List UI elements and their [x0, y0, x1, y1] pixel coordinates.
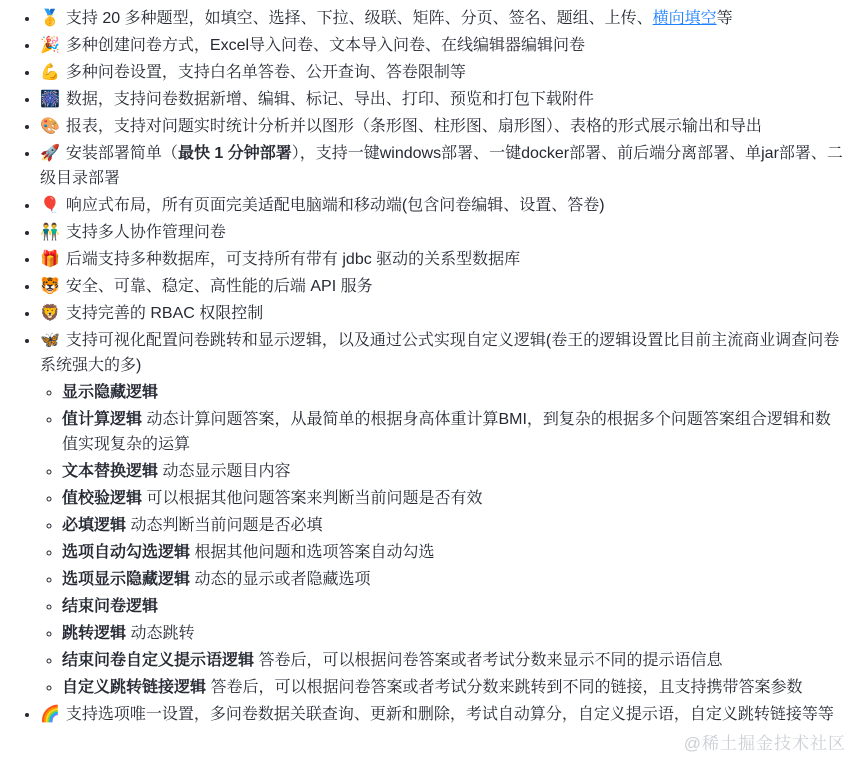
text-segment: 数据，支持问卷数据新增、编辑、标记、导出、打印、预览和打包下载附件 [65, 91, 594, 108]
text-segment: 支持 20 多种题型，如填空、选择、下拉、级联、矩阵、分页、签名、题组、上传、 [65, 10, 653, 27]
inline-link[interactable]: 横向填空 [652, 10, 717, 27]
text-segment: 支持选项唯一设置，多问卷数据关联查询、更新和删除，考试自动算分，自定义提示语，自定义跳转链接等等 [65, 706, 834, 723]
text-segment: 支持完善的 RBAC 权限控制 [65, 305, 264, 322]
logic-item [62, 567, 843, 592]
text-segment: 必填逻辑 [62, 517, 127, 534]
text-segment: 跳转逻辑 [62, 625, 127, 642]
text-segment: 根据其他问题和选项答案自动勾选 [190, 544, 435, 561]
text-segment: 值计算逻辑 [62, 411, 143, 428]
text-segment: 多种创建问卷方式，Excel导入问卷、文本导入问卷、在线编辑器编辑问卷 [65, 37, 586, 54]
text-segment: 等 [716, 10, 733, 27]
feature-item [40, 141, 843, 191]
text-segment: 支持多人协作管理问卷 [65, 224, 226, 241]
text-segment: 安全、可靠、稳定、高性能的后端 API 服务 [65, 278, 373, 295]
artist-palette-icon: 🎨 [40, 118, 60, 135]
feature-item [40, 220, 843, 245]
text-segment: 动态计算问题答案，从最简单的根据身高体重计算BMI，到复杂的根据多个问题答案组合逻辑和数值实现复杂的运算 [62, 411, 831, 453]
text-segment: 报表，支持对问题实时统计分析并以图形（条形图、柱形图、扇形图）、表格的形式展示输出和导出 [65, 118, 762, 135]
rocket-icon: 🚀 [40, 145, 60, 162]
text-segment: 选项自动勾选逻辑 [62, 544, 191, 561]
text-segment: 值校验逻辑 [62, 490, 143, 507]
text-segment: 安装部署简单（ [65, 145, 178, 162]
text-segment: 动态判断当前问题是否必填 [126, 517, 323, 534]
logic-item [62, 594, 843, 619]
feature-item [40, 193, 843, 218]
feature-item [40, 60, 843, 85]
text-segment: 动态的显示或者隐藏选项 [190, 571, 371, 588]
text-segment: 答卷后，可以根据问卷答案或者考试分数来跳转到不同的链接，且支持携带答案参数 [206, 679, 803, 696]
text-segment: 动态跳转 [126, 625, 195, 642]
text-segment: 支持可视化配置问卷跳转和显示逻辑，以及通过公式实现自定义逻辑(卷王的逻辑设置比目前主流商业调查问卷系统强大的多) [40, 332, 840, 374]
feature-item [40, 33, 843, 58]
logic-item [62, 675, 843, 700]
feature-item [40, 114, 843, 139]
text-segment: 可以根据其他问题答案来判断当前问题是否有效 [142, 490, 483, 507]
rainbow-icon: 🌈 [40, 706, 60, 723]
butterfly-icon: 🦋 [40, 332, 60, 349]
text-segment: 结束问卷自定义提示语逻辑 [62, 652, 255, 669]
text-segment: 选项显示隐藏逻辑 [62, 571, 191, 588]
logic-item [62, 459, 843, 484]
text-segment: 结束问卷逻辑 [62, 598, 159, 615]
logic-item [62, 648, 843, 673]
watermark: @稀土掘金技术社区 [683, 734, 846, 753]
feature-item [40, 328, 843, 700]
lion-face-icon: 🦁 [40, 305, 60, 322]
text-segment: 动态显示题目内容 [158, 463, 291, 480]
flexed-biceps-icon: 💪 [40, 64, 60, 81]
logic-item [62, 513, 843, 538]
logic-item [62, 621, 843, 646]
feature-item [40, 301, 843, 326]
logic-item [62, 486, 843, 511]
text-segment: 最快 1 分钟部署 [177, 145, 292, 162]
text-segment: 显示隐藏逻辑 [62, 384, 159, 401]
gold-medal-icon: 🥇 [40, 10, 60, 27]
two-men-icon: 👬 [40, 224, 60, 241]
text-segment: 文本替换逻辑 [62, 463, 159, 480]
text-segment: 答卷后，可以根据问卷答案或者考试分数来显示不同的提示语信息 [254, 652, 723, 669]
logic-item [62, 540, 843, 565]
fireworks-icon: 🎆 [40, 91, 60, 108]
feature-list [0, 6, 843, 727]
logic-item [62, 380, 843, 405]
feature-item [40, 6, 843, 31]
text-segment: 多种问卷设置，支持白名单答卷、公开查询、答卷限制等 [65, 64, 466, 81]
text-segment: ），支持一键windows部署、一键docker部署、前后端分离部署、单jar部署、二级目录部署 [40, 145, 843, 187]
text-segment: 响应式布局，所有页面完美适配电脑端和移动端(包含问卷编辑、设置、答卷) [65, 197, 605, 214]
tiger-face-icon: 🐯 [40, 278, 60, 295]
feature-item [40, 702, 843, 727]
balloon-icon: 🎈 [40, 197, 60, 214]
feature-item [40, 274, 843, 299]
feature-item [40, 247, 843, 272]
logic-sublist [40, 380, 843, 700]
party-popper-icon: 🎉 [40, 37, 60, 54]
text-segment: 自定义跳转链接逻辑 [62, 679, 207, 696]
text-segment: 后端支持多种数据库，可支持所有带有 jdbc 驱动的关系型数据库 [65, 251, 521, 268]
gift-icon: 🎁 [40, 251, 60, 268]
feature-item [40, 87, 843, 112]
logic-item [62, 407, 843, 457]
